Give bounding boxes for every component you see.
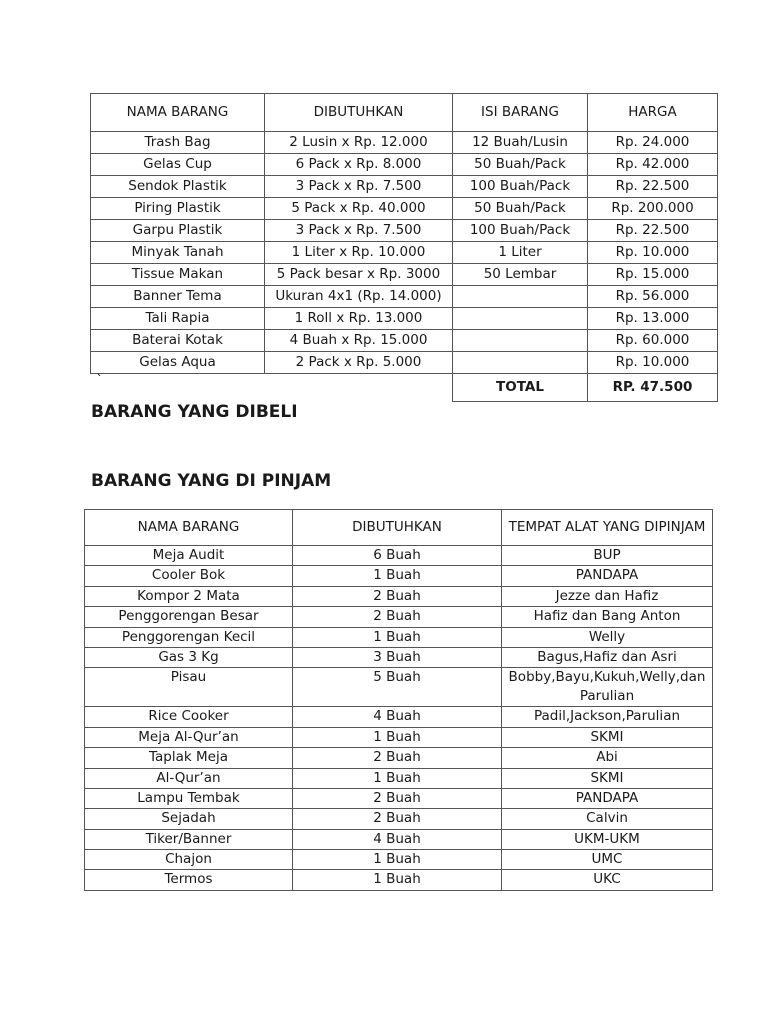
cell-dibutuhkan: 1 Buah	[293, 870, 502, 890]
cell-nama-barang: Gelas Aqua	[91, 352, 265, 374]
table-row	[85, 647, 713, 667]
cell-harga: Rp. 56.000	[588, 286, 718, 308]
cell-dibutuhkan: 1 Buah	[293, 627, 502, 647]
cell-tempat-alat: Bobby,Bayu,Kukuh,Welly,dan Parulian	[502, 668, 713, 707]
cell-nama-barang: Sendok Plastik	[91, 176, 265, 198]
cell-isi-barang: 50 Buah/Pack	[453, 198, 588, 220]
cell-dibutuhkan: 6 Buah	[293, 546, 502, 566]
cell-harga: Rp. 13.000	[588, 308, 718, 330]
stray-mark: `	[96, 373, 103, 389]
cell-dibutuhkan: 1 Buah	[293, 768, 502, 788]
cell-tempat-alat: PANDAPA	[502, 788, 713, 808]
cell-isi-barang	[453, 308, 588, 330]
cell-tempat-alat: UMC	[502, 850, 713, 870]
header-dibutuhkan: DIBUTUHKAN	[265, 94, 453, 132]
table-row	[91, 330, 718, 352]
cell-nama-barang: Piring Plastik	[91, 198, 265, 220]
cell-tempat-alat: Welly	[502, 627, 713, 647]
cell-nama-barang: Gas 3 Kg	[85, 647, 293, 667]
cell-tempat-alat: Calvin	[502, 809, 713, 829]
table-row	[91, 352, 718, 374]
cell-dibutuhkan: 1 Buah	[293, 566, 502, 586]
table-row	[91, 286, 718, 308]
cell-dibutuhkan: 1 Liter x Rp. 10.000	[265, 242, 453, 264]
cell-dibutuhkan: 1 Buah	[293, 727, 502, 747]
cell-nama-barang: Penggorengan Kecil	[85, 627, 293, 647]
cell-nama-barang: Meja Audit	[85, 546, 293, 566]
cell-nama-barang: Baterai Kotak	[91, 330, 265, 352]
cell-harga: Rp. 42.000	[588, 154, 718, 176]
cell-dibutuhkan: 2 Buah	[293, 586, 502, 606]
table-row	[85, 829, 713, 849]
table-row	[91, 176, 718, 198]
cell-nama-barang: Termos	[85, 870, 293, 890]
cell-dibutuhkan: 3 Buah	[293, 647, 502, 667]
cell-nama-barang: Banner Tema	[91, 286, 265, 308]
cell-isi-barang	[453, 352, 588, 374]
cell-isi-barang: 12 Buah/Lusin	[453, 132, 588, 154]
cell-dibutuhkan: 2 Lusin x Rp. 12.000	[265, 132, 453, 154]
total-label: TOTAL	[453, 374, 588, 402]
cell-nama-barang: Kompor 2 Mata	[85, 586, 293, 606]
cell-dibutuhkan: 2 Pack x Rp. 5.000	[265, 352, 453, 374]
table-row	[85, 546, 713, 566]
table-row	[85, 850, 713, 870]
cell-nama-barang: Garpu Plastik	[91, 220, 265, 242]
table-row	[85, 870, 713, 890]
table-row	[85, 668, 713, 707]
table-row	[91, 308, 718, 330]
header-dibutuhkan: DIBUTUHKAN	[293, 510, 502, 546]
cell-nama-barang: Gelas Cup	[91, 154, 265, 176]
table-row	[91, 242, 718, 264]
cell-dibutuhkan: 2 Buah	[293, 788, 502, 808]
cell-nama-barang: Lampu Tembak	[85, 788, 293, 808]
total-value: RP. 47.500	[588, 374, 718, 402]
table-row	[91, 264, 718, 286]
cell-tempat-alat: Jezze dan Hafiz	[502, 586, 713, 606]
cell-nama-barang: Sejadah	[85, 809, 293, 829]
cell-tempat-alat: Abi	[502, 748, 713, 768]
cell-isi-barang: 100 Buah/Pack	[453, 176, 588, 198]
table-row	[85, 768, 713, 788]
cell-nama-barang: Rice Cooker	[85, 707, 293, 727]
cell-tempat-alat: UKC	[502, 870, 713, 890]
cell-nama-barang: Taplak Meja	[85, 748, 293, 768]
cell-dibutuhkan: 2 Buah	[293, 748, 502, 768]
table-row	[85, 586, 713, 606]
header-nama-barang: NAMA BARANG	[91, 94, 265, 132]
table-header-row	[91, 94, 718, 132]
header-isi-barang: ISI BARANG	[453, 94, 588, 132]
blank-cell	[91, 374, 265, 402]
cell-tempat-alat: BUP	[502, 546, 713, 566]
cell-tempat-alat: Padil,Jackson,Parulian	[502, 707, 713, 727]
cell-dibutuhkan: 4 Buah x Rp. 15.000	[265, 330, 453, 352]
cell-harga: Rp. 22.500	[588, 176, 718, 198]
header-harga: HARGA	[588, 94, 718, 132]
cell-dibutuhkan: 3 Pack x Rp. 7.500	[265, 176, 453, 198]
cell-nama-barang: Al-Qur’an	[85, 768, 293, 788]
cell-dibutuhkan: 6 Pack x Rp. 8.000	[265, 154, 453, 176]
table-row	[91, 154, 718, 176]
cell-isi-barang	[453, 330, 588, 352]
cell-isi-barang	[453, 286, 588, 308]
cell-tempat-alat: UKM-UKM	[502, 829, 713, 849]
table-row	[85, 566, 713, 586]
header-tempat-alat: TEMPAT ALAT YANG DIPINJAM	[502, 510, 713, 546]
cell-isi-barang: 50 Buah/Pack	[453, 154, 588, 176]
table-row	[91, 132, 718, 154]
total-row	[91, 374, 718, 402]
header-nama-barang: NAMA BARANG	[85, 510, 293, 546]
table-row	[85, 727, 713, 747]
cell-nama-barang: Minyak Tanah	[91, 242, 265, 264]
table-row	[85, 809, 713, 829]
cell-isi-barang: 100 Buah/Pack	[453, 220, 588, 242]
cell-nama-barang: Cooler Bok	[85, 566, 293, 586]
table-row	[85, 707, 713, 727]
heading-bought-items: BARANG YANG DIBELI	[91, 402, 298, 422]
cell-harga: Rp. 10.000	[588, 352, 718, 374]
table-row	[91, 198, 718, 220]
purchased-items-table	[90, 93, 718, 402]
cell-nama-barang: Tissue Makan	[91, 264, 265, 286]
cell-tempat-alat: SKMI	[502, 768, 713, 788]
cell-harga: Rp. 60.000	[588, 330, 718, 352]
cell-dibutuhkan: 4 Buah	[293, 707, 502, 727]
borrowed-items-table	[84, 509, 713, 891]
table-row	[85, 607, 713, 627]
table-row	[85, 788, 713, 808]
cell-dibutuhkan: 2 Buah	[293, 607, 502, 627]
cell-dibutuhkan: 5 Buah	[293, 668, 502, 707]
cell-isi-barang: 1 Liter	[453, 242, 588, 264]
blank-cell	[265, 374, 453, 402]
table-row	[91, 220, 718, 242]
cell-dibutuhkan: 1 Roll x Rp. 13.000	[265, 308, 453, 330]
cell-harga: Rp. 15.000	[588, 264, 718, 286]
cell-nama-barang: Tali Rapia	[91, 308, 265, 330]
cell-dibutuhkan: 5 Pack x Rp. 40.000	[265, 198, 453, 220]
cell-harga: Rp. 22.500	[588, 220, 718, 242]
table-row	[85, 748, 713, 768]
cell-nama-barang: Meja Al-Qur’an	[85, 727, 293, 747]
cell-dibutuhkan: 3 Pack x Rp. 7.500	[265, 220, 453, 242]
cell-tempat-alat: Bagus,Hafiz dan Asri	[502, 647, 713, 667]
cell-dibutuhkan: Ukuran 4x1 (Rp. 14.000)	[265, 286, 453, 308]
table-header-row	[85, 510, 713, 546]
cell-harga: Rp. 24.000	[588, 132, 718, 154]
cell-dibutuhkan: 5 Pack besar x Rp. 3000	[265, 264, 453, 286]
cell-tempat-alat: Hafiz dan Bang Anton	[502, 607, 713, 627]
cell-dibutuhkan: 2 Buah	[293, 809, 502, 829]
cell-tempat-alat: SKMI	[502, 727, 713, 747]
cell-harga: Rp. 200.000	[588, 198, 718, 220]
table-row	[85, 627, 713, 647]
cell-tempat-alat: PANDAPA	[502, 566, 713, 586]
cell-nama-barang: Trash Bag	[91, 132, 265, 154]
cell-isi-barang: 50 Lembar	[453, 264, 588, 286]
cell-dibutuhkan: 4 Buah	[293, 829, 502, 849]
heading-borrowed-items: BARANG YANG DI PINJAM	[91, 471, 332, 491]
cell-nama-barang: Penggorengan Besar	[85, 607, 293, 627]
cell-nama-barang: Pisau	[85, 668, 293, 707]
cell-nama-barang: Tiker/Banner	[85, 829, 293, 849]
cell-harga: Rp. 10.000	[588, 242, 718, 264]
cell-nama-barang: Chajon	[85, 850, 293, 870]
cell-dibutuhkan: 1 Buah	[293, 850, 502, 870]
